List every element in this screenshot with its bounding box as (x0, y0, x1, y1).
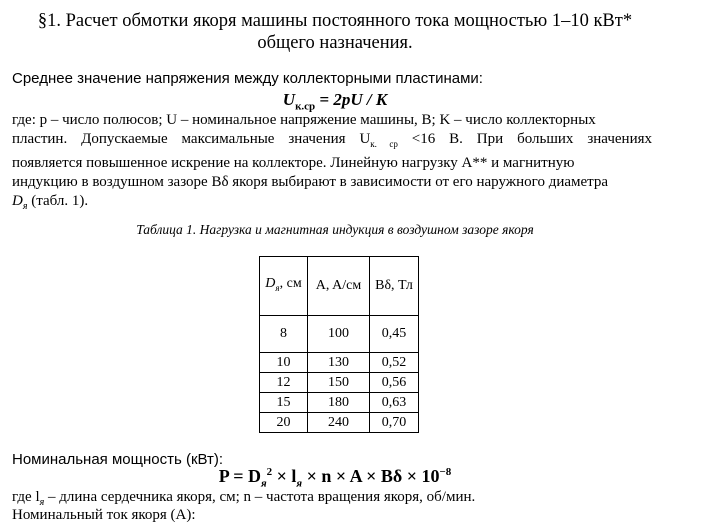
header-diameter-unit: , см (279, 276, 302, 292)
formula-voltage-rhs: = 2pU / K (315, 90, 388, 109)
formula-power-p: P = D (218, 466, 261, 486)
header-diameter-var: D (265, 276, 276, 292)
section-title (0, 10, 670, 54)
table-cell: 100 (308, 316, 370, 353)
table-cell: 15 (260, 393, 308, 413)
formula-voltage-lhs-sub: к.ср (295, 100, 316, 113)
where-text-rest: – длина сердечника якоря, см; n – частота вращения якоря, об/мин. (44, 489, 476, 505)
table-cell: 240 (308, 413, 370, 433)
table-cell: 0,52 (370, 353, 419, 373)
power-intro-text: Номинальная мощность (кВт): (12, 451, 224, 468)
paragraph-line-2-sub: к. ср (370, 139, 398, 149)
table-cell: 180 (308, 393, 370, 413)
formula-power (0, 466, 670, 490)
formula-power-p-sup: 2 (266, 466, 273, 478)
table-cell: 8 (260, 316, 308, 353)
table-cell: 0,63 (370, 393, 419, 413)
table-caption: Таблица 1. Нагрузка и магнитная индукция в воздушном зазоре якоря (136, 222, 534, 237)
paragraph-line-5-rest: (табл. 1). (27, 193, 89, 209)
table-header-row (260, 257, 419, 316)
explanation-paragraph (12, 111, 712, 216)
paragraph-line-5-sub: я (22, 201, 28, 212)
formula-power-mid-sub: я (296, 477, 303, 490)
paragraph-line-5 (12, 192, 712, 216)
intro-text: Среднее значение напряжения между коллекторными пластинами: (12, 70, 483, 87)
formula-power-mid: × l (272, 466, 297, 486)
section-title-line2: общего назначения. (257, 33, 413, 53)
where-text (12, 489, 475, 508)
paragraph-line-4: индукцию в воздушном зазоре Bδ якоря выбирают в зависимости от его наружного диаметра (12, 174, 609, 190)
table-cell: 10 (260, 353, 308, 373)
formula-voltage (0, 90, 670, 112)
where-text-start: где l (12, 489, 40, 505)
header-diameter (260, 257, 308, 316)
formula-power-p-sub: я (260, 477, 267, 490)
paragraph-line-2-text: пластин. Допускаемые максимальные значения U (12, 131, 371, 147)
load-induction-table (259, 256, 419, 433)
paragraph-line-1: где: p – число полюсов; U – номинальное напряжение машины, В; K – число коллекторных (12, 112, 596, 128)
section-title-line1: §1. Расчет обмотки якоря машины постоянного тока мощностью 1–10 кВт* (37, 11, 633, 31)
paragraph-line-3: появляется повышенное искрение на коллекторе. Линейную нагрузку А** и магнитную (12, 155, 575, 171)
table-row (260, 316, 419, 353)
paragraph-line-2-rest: <16 В. При больших значениях (397, 131, 653, 147)
table-row (260, 413, 419, 433)
formula-power-rest: × n × A × Bδ × 10 (302, 466, 440, 486)
table-row (260, 353, 419, 373)
table-cell: 12 (260, 373, 308, 393)
table-row (260, 373, 419, 393)
formula-power-exp: −8 (439, 466, 452, 478)
header-load: A, A/см (308, 257, 370, 316)
table-cell: 0,45 (370, 316, 419, 353)
table-cell: 130 (308, 353, 370, 373)
paragraph-line-5-var: D (12, 193, 23, 209)
header-induction: Bδ, Тл (370, 257, 419, 316)
formula-voltage-lhs: U (282, 90, 296, 109)
table-row (260, 393, 419, 413)
header-diameter-sub: я (275, 282, 280, 293)
table-cell: 0,70 (370, 413, 419, 433)
paragraph-line-2 (12, 130, 652, 154)
table-cell: 150 (308, 373, 370, 393)
cut-off-line: Номинальный ток якоря (А): (12, 507, 196, 523)
table-cell: 20 (260, 413, 308, 433)
table-cell: 0,56 (370, 373, 419, 393)
where-text-sub: я (39, 497, 45, 508)
